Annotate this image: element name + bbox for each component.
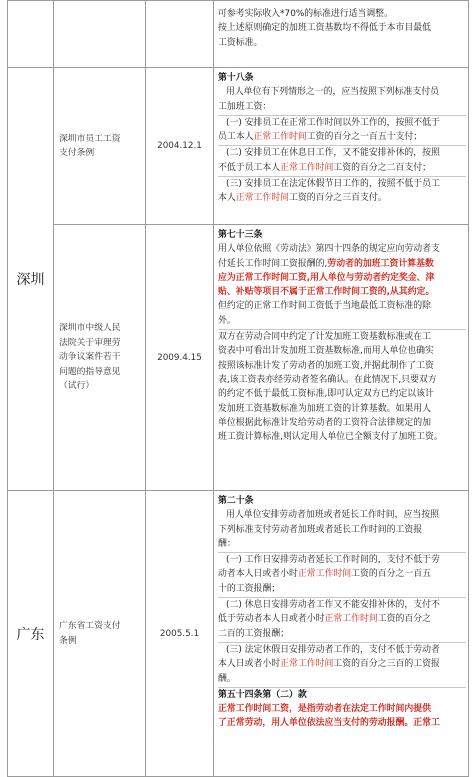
content-line: 下列标准支付劳动者加班或者延长工作时间的工资报 (218, 524, 423, 535)
content-cell (214, 1, 469, 68)
content-line: 单位根据此标准计发给劳动者的工资符合法律规定的加 (218, 417, 431, 428)
text-span: 本人日或者小时 (218, 659, 281, 670)
highlight-line: 贴、补贴等项目不属于正常工作时间工资的,从其约定。 (218, 287, 435, 298)
content-line (218, 161, 466, 175)
highlight-line: 了正常劳动，用人单位依法应当支付的劳动报酬。正常工 (218, 718, 440, 729)
content-cell (214, 68, 469, 225)
text-span: 工资的百分之三百的工资报 (333, 659, 440, 670)
law-name-line: 深圳市中级人民 (59, 323, 121, 334)
law-name-cell (54, 225, 146, 491)
content-line: (一) 安排员工在正常工作时间以外工作的，按照不低于 (226, 117, 440, 128)
table-row (8, 68, 469, 225)
content-line: (三) 法定休假日安排劳动者工作的，支付不低于劳动者 (226, 644, 440, 655)
effective-date-cell: 2005.5.1 (146, 491, 214, 777)
region-cell-shenzhen: 深圳 (8, 68, 54, 491)
content-line: 班工资计算标准,则认定用人单位已全额支付了加班工资。 (218, 432, 443, 443)
regulation-table (7, 0, 469, 777)
table-row (8, 225, 469, 491)
content-line (218, 567, 466, 581)
text-span: 不低于员工本人 (218, 162, 281, 173)
law-name-line: 支付条例 (59, 148, 95, 158)
content-line (218, 257, 466, 271)
article-heading: 第七十三条 (218, 230, 263, 240)
content-line: 但约定的正常工作时间工资低于当地最低工资标准的除 (218, 301, 431, 312)
table-row (8, 491, 469, 777)
content-line: 按照该标准计发了劳动者的加班工资,并据此制作了工资 (218, 360, 434, 371)
highlight-span: 正常工作时间 (297, 569, 352, 580)
content-cell (214, 491, 469, 777)
content-line: 资表中可看出计发加班工资基数标准,而用人单位也确实 (218, 346, 434, 357)
content-line: 双方在劳动合同中约定了计发加班工资基数标准或在工 (218, 332, 431, 343)
content-line: (二) 休息日安排劳动者工作又不能安排补休的，支付不 (226, 600, 440, 611)
region-cell (8, 1, 54, 68)
content-line: (二) 安排员工在休息日工作，又不能安排补休的，按照 (226, 148, 440, 159)
content-line: 用人单位依照《劳动法》第四十四条的规定应向劳动者支 (218, 244, 440, 255)
content-line: 外。 (218, 315, 236, 326)
content-line: 用人单位有下列情形之一的，应当按照下列标准支付员 (226, 87, 439, 98)
region-cell-guangdong: 广东 (8, 491, 54, 777)
law-name-line: 深圳市员工工资 (59, 133, 121, 144)
content-line: 二百的工资报酬； (218, 628, 289, 639)
table-row (8, 1, 469, 68)
law-name-line: （试行） (59, 381, 95, 392)
highlight-line: 正常工作时间工资，是指劳动者在法定工作时间内提供 (218, 704, 431, 715)
content-line (218, 130, 466, 144)
law-name-cell (54, 491, 146, 777)
content-line: 工加班工资： (218, 101, 272, 112)
text-span: 本人 (218, 193, 236, 204)
content-line: 的约定不低于最低工资标准,即可认定双方已约定以该计 (218, 389, 434, 400)
content-line: 可参考实际收入*70%的标准进行适当调整。 (218, 9, 394, 19)
law-name-line: 法院关于审理劳 (59, 337, 121, 348)
text-span: 工资的百分之二百支付； (333, 162, 431, 173)
article-heading: 第二十条 (218, 496, 254, 506)
content-line: 按上述原则确定的加班工资基数均不得低于本市目最低 (218, 23, 431, 34)
text-span: 付延长工作时间工资报酬的, (218, 258, 328, 269)
text-span: 工资的百分之 (377, 614, 431, 625)
effective-date-cell (146, 1, 214, 68)
content-line: 酬： (218, 538, 236, 549)
highlight-span: 正常工作时间 (280, 659, 334, 670)
content-line: 发加班工资基数标准为加班工资的计算基数。如果用人 (218, 403, 431, 414)
content-line: 用人单位安排劳动者加班或者延长工作时间，应当按照 (226, 510, 439, 521)
effective-date-cell: 2009.4.15 (146, 225, 214, 491)
effective-date-cell: 2004.12.1 (146, 68, 214, 225)
highlight-line: 应为正常工作时间工资,用人单位与劳动者约定奖金、津 (218, 272, 435, 283)
article-heading: 第十八条 (218, 73, 254, 83)
highlight-span: 正常工作时间 (253, 132, 307, 143)
highlight-span: 正常工作时间 (235, 193, 289, 204)
content-line: 十的工资报酬； (218, 583, 281, 594)
article-heading: 第五十四条第（二）款 (218, 689, 307, 700)
content-line (218, 657, 466, 671)
text-span: 工资的百分之三百支付。 (289, 193, 387, 204)
highlight-span: 劳动者的加班工资计算基数 (327, 258, 434, 269)
content-line: (三) 安排员工在法定休假节日工作的，按照不低于员工 (226, 179, 440, 190)
content-line: 工资标准。 (218, 37, 263, 48)
content-line: (一) 工作日安排劳动者延长工作时间的，支付不低于劳 (226, 555, 440, 566)
law-name-cell (54, 68, 146, 225)
content-line (218, 612, 466, 626)
content-line: 表,该工资表亦经劳动者签名确认。在此情况下,只要双方 (218, 374, 437, 385)
text-span: 低于劳动者本人日或者小时 (218, 614, 325, 625)
law-name-line: 条例 (59, 635, 77, 646)
text-span: 动者本人日或者小时 (218, 569, 298, 580)
law-name-line: 动争议案件若干 (59, 352, 121, 363)
law-name-line: 问题的指导意见 (59, 366, 121, 377)
content-line: 酬。 (218, 673, 236, 684)
text-span: 员工本人 (218, 132, 254, 143)
content-cell (214, 225, 469, 491)
law-name-line: 广东省工资支付 (59, 621, 121, 631)
highlight-span: 正常工作时间 (280, 162, 334, 173)
content-line (218, 191, 466, 205)
text-span: 工资的百分之一百五 (351, 569, 431, 580)
law-name-cell (54, 1, 146, 68)
text-span: 工资的百分之一百五十支付； (306, 132, 423, 143)
highlight-span: 正常工作时间 (324, 614, 378, 625)
